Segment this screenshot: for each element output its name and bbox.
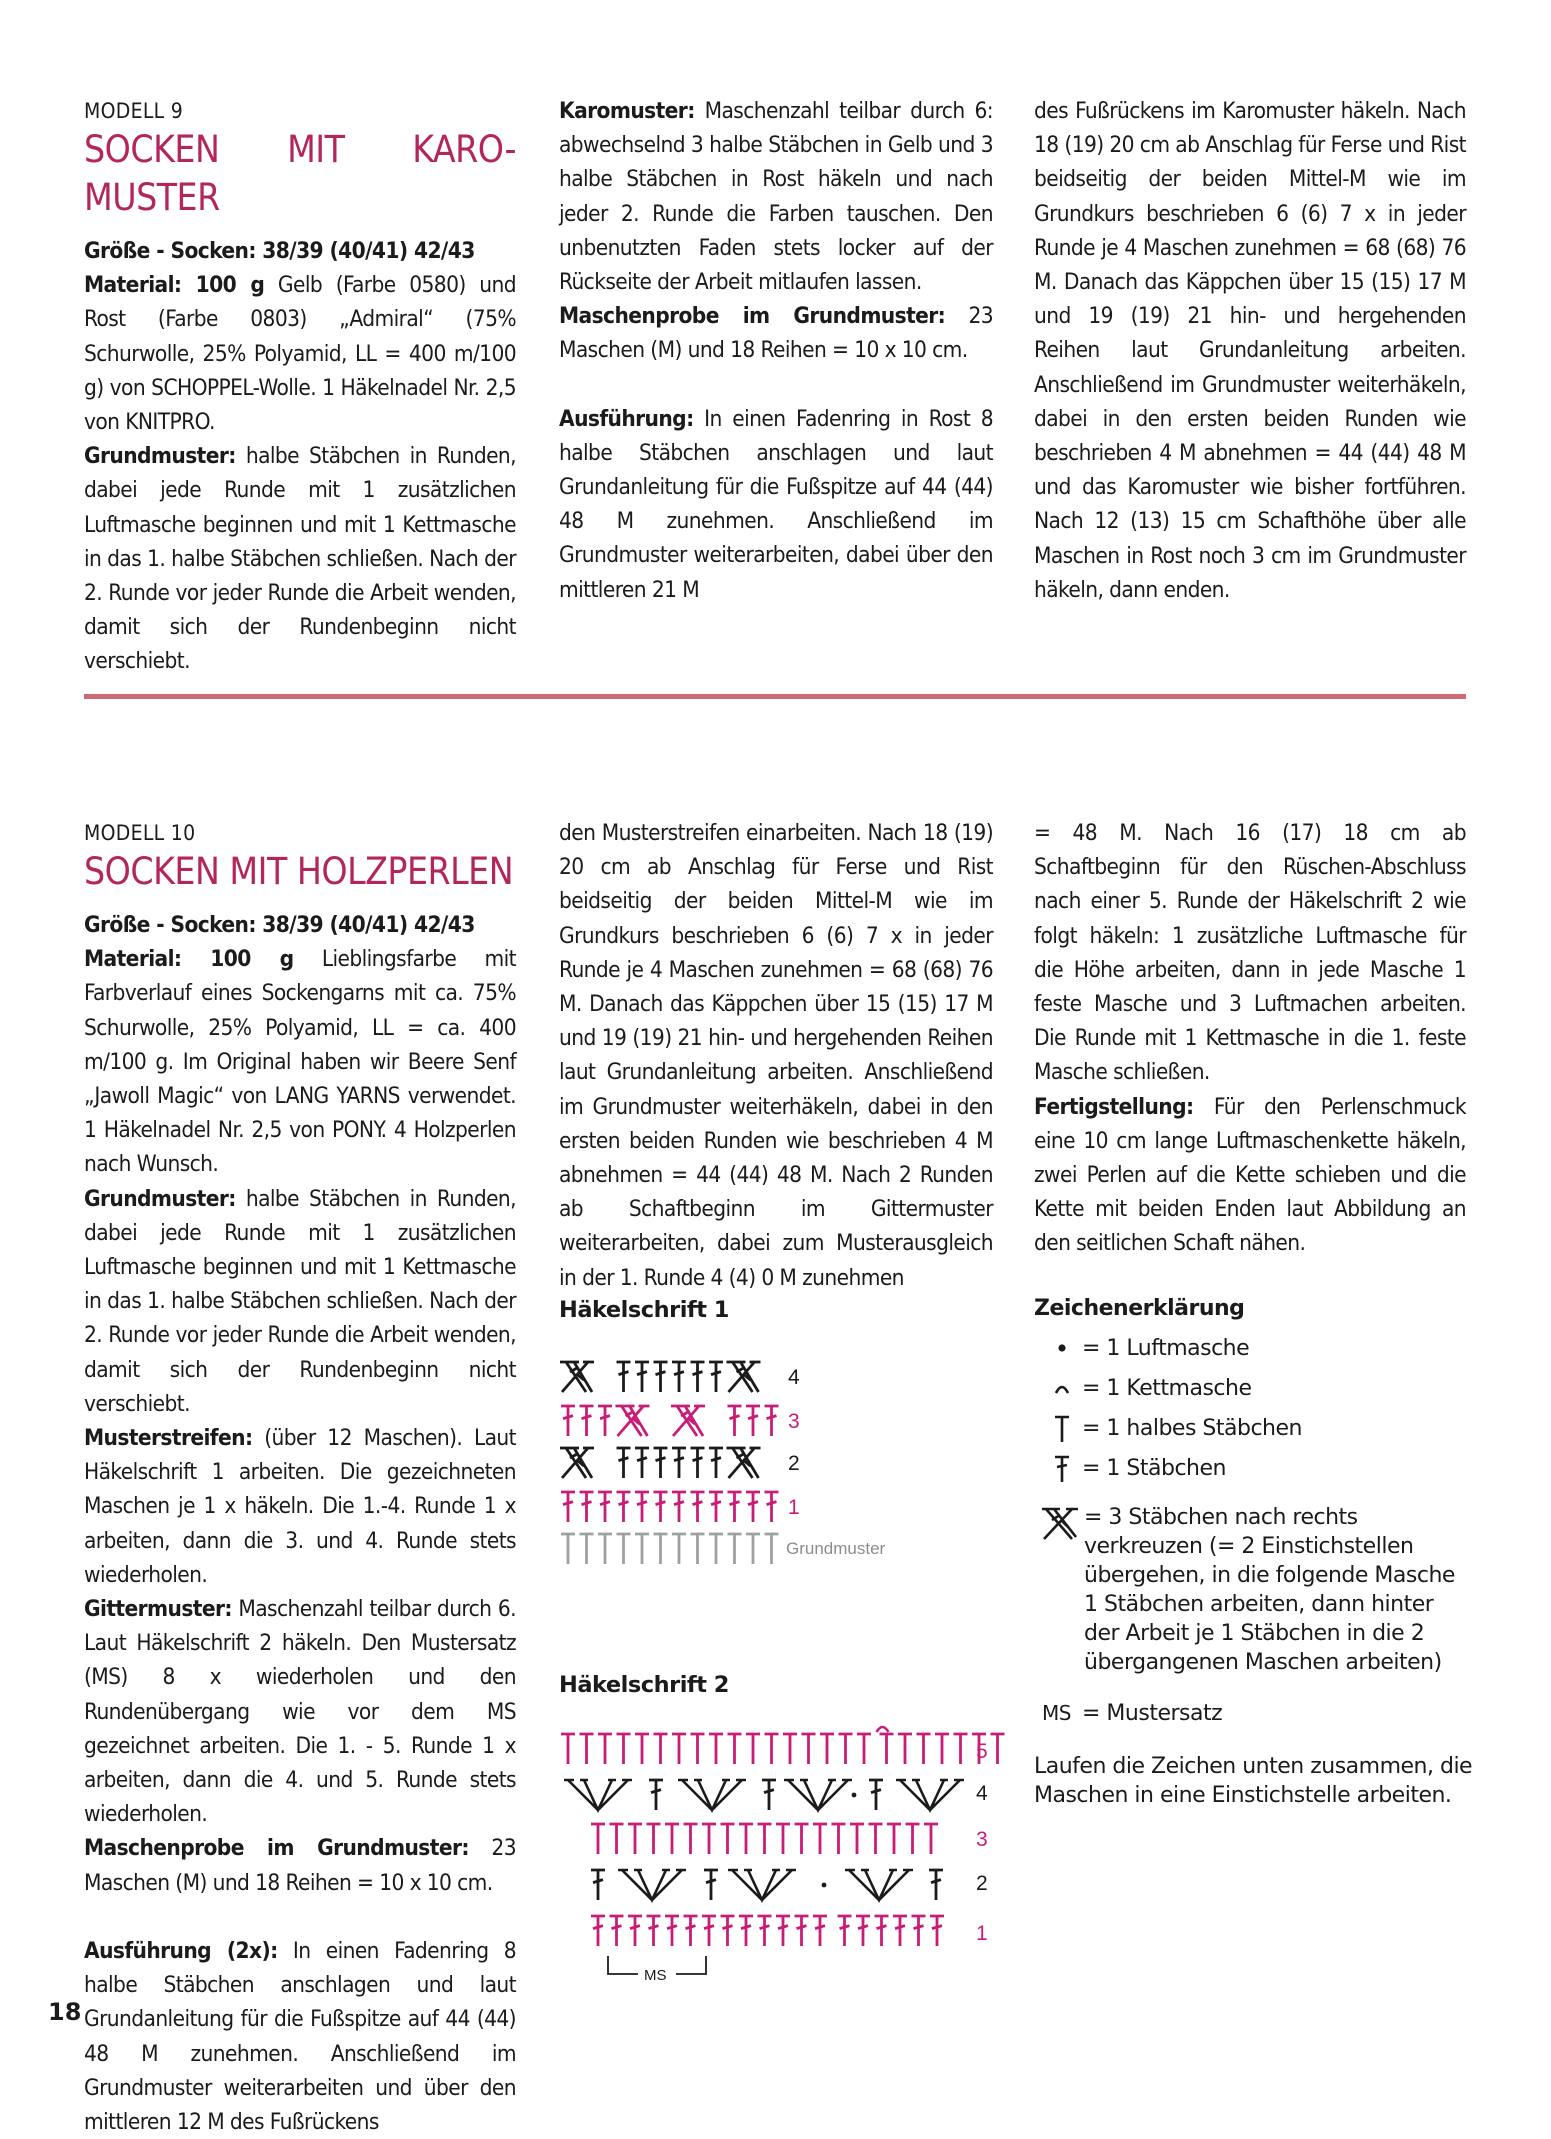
legend-text-halbes-staebchen: = 1 halbes Stäbchen <box>1082 1416 1302 1441</box>
legend-ms-abbr: MS <box>1042 1701 1071 1725</box>
modell10-fertig-label: Fertigstellung: <box>1034 1093 1194 1120</box>
chart2-diagram <box>556 1724 1006 1992</box>
chart2-chain <box>822 1883 827 1888</box>
chart2-stitch <box>758 1916 772 1946</box>
chart1-stitch <box>598 1406 612 1436</box>
legend-item-staebchen <box>1034 1451 1474 1491</box>
chart1-row-label: 1 <box>788 1496 800 1519</box>
chart1-stitch <box>709 1362 723 1392</box>
chart2-row-5 <box>561 1727 1005 1764</box>
chart2-fan <box>678 1780 746 1810</box>
modell10-fertigstellung <box>1034 1090 1466 1261</box>
chart2-stitch <box>739 1824 753 1854</box>
modell10-material <box>84 942 516 1181</box>
chart2-stitch <box>591 1824 605 1854</box>
modell10-probe-label: Maschenprobe im Grundmuster: <box>84 1835 469 1862</box>
chart2-stitch <box>702 1916 716 1946</box>
modell10-col2-text: den Musterstreifen einarbeiten. Nach 18 (19) 20 cm ab Anschlag für Ferse und Rist beidseitig der beiden Mittel-M wie im Grundkurs beschrieben 6 (6) 7 x in jeder Runde je 4 Maschen zunehmen = 68 (68) 76 M. Danach das Käppchen über 15 (15) 17 M und 19 (19) 21 hin- und hergehenden Reihen laut Grundanleitung arbeiten. Anschließend im Grundmuster weiterhäkeln, dabei in den ersten beiden Runden wie beschrieben 4 M abnehmen = 44 (44) 48 M. Nach 2 Runden ab Schaftbeginn im Gittermuster weiterarbeiten, dabei zum Musterausgleich in der 1. Runde 4 (4) 0 M zunehmen <box>559 820 993 1291</box>
chart2-stitch <box>875 1916 889 1946</box>
chart1-stitch <box>746 1534 760 1564</box>
modell10-ausf-text: In einen Fadenring 8 halbe Stäbchen anschlagen und laut Grundanleitung für die Fußspitze auf 44 (44) 48 M zunehmen. Anschließend im Grundmuster weiterarbeiten und über den mittleren 12 M des Fußrückens <box>84 1937 516 2135</box>
modell9-grund-label: Grundmuster: <box>84 443 236 470</box>
luftmasche-icon <box>1046 1331 1078 1365</box>
modell10-gitter-text: Maschenzahl teilbar durch 6. Laut Häkelschrift 2 häkeln. Den Mustersatz (MS) 8 x wiederholen und den Rundenübergang wie vor dem MS gezeichnet arbeiten. Die 1. - 5. Runde 1 x arbeiten, dann die 4. und 5. Runde stets wiederholen. <box>84 1596 516 1828</box>
legend-text-kettmasche: = 1 Kettmasche <box>1082 1376 1252 1401</box>
chart1-stitch <box>709 1448 723 1478</box>
kettmasche-icon <box>1046 1371 1078 1405</box>
modell10-column-3 <box>1034 816 1466 1261</box>
modell10-grund-label: Grundmuster: <box>84 1185 236 1212</box>
chart1-stitch <box>654 1492 668 1522</box>
chart2-stitch <box>802 1734 816 1764</box>
modell10-streifen-label: Musterstreifen: <box>84 1425 253 1452</box>
chart2-stitch <box>704 1870 718 1900</box>
chart2-stitch <box>665 1824 679 1854</box>
modell10-col3-text: = 48 M. Nach 16 (17) 18 cm ab Schaftbeginn für den Rüschen-Abschluss nach einer 5. Runde der Häkelschrift 2 wie folgt häkeln: 1 zusätzliche Luftmasche für die Höhe arbeiten, dann in jede Masche 1 feste Masche und 3 Luftmachen arbeiten. Die Runde mit 1 Kettmasche in die 1. feste Masche schließen. <box>1034 820 1466 1086</box>
chart1-stitch <box>580 1406 594 1436</box>
chart2-stitch <box>935 1734 949 1764</box>
chart2-stitch <box>924 1824 938 1854</box>
chart1-stitch <box>691 1492 705 1522</box>
chart1-stitch <box>654 1362 668 1392</box>
legend-text-luftmasche: = 1 Luftmasche <box>1082 1336 1250 1361</box>
chart2-stitch <box>591 1870 605 1900</box>
chart2-stitch <box>776 1824 790 1854</box>
modell9-title: SOCKEN MIT KARO-MUSTER <box>84 128 516 219</box>
chart2-row-3 <box>591 1824 988 1854</box>
chart2-stitch <box>647 1824 661 1854</box>
modell10-musterstreifen <box>84 1421 516 1592</box>
chart2-stitch <box>887 1824 901 1854</box>
modell9-ausfuehrung <box>559 402 993 607</box>
chart2-stitch <box>832 1824 846 1854</box>
chart2-row-1 <box>591 1916 988 1946</box>
chart1-stitch <box>635 1534 649 1564</box>
chart2-stitch <box>709 1734 723 1764</box>
chart2-stitch <box>765 1734 779 1764</box>
modell10-label: MODELL 10 <box>84 821 196 845</box>
chart1-stitch <box>672 1362 686 1392</box>
legend-text-ms: = Mustersatz <box>1082 1701 1223 1726</box>
legend-text-kreuz: = 3 Stäbchen nach rechts verkreuzen (= 2 Einstichstellen übergehen, in die folgende Masche 1 Stäbchen arbeiten, dann hinter der Arbeit je 1 Stäbchen in die 2 übergangenen Maschen arbeiten) <box>1084 1505 1455 1675</box>
chart2-stitch <box>839 1734 853 1764</box>
chart2-stitch <box>776 1916 790 1946</box>
modell9-label: MODELL 9 <box>84 99 184 123</box>
modell10-probe-text: 23 Maschen (M) und 18 Reihen = 10 x 10 cm. <box>84 1835 516 1896</box>
chart2-stitch <box>917 1734 931 1764</box>
chart1-cross <box>727 1362 761 1392</box>
chart1-stitch <box>617 1492 631 1522</box>
chart1-stitch <box>672 1492 686 1522</box>
chart2-stitch <box>893 1916 907 1946</box>
chart1-stitch <box>598 1492 612 1522</box>
chart1-stitch <box>709 1492 723 1522</box>
chart1-stitch <box>728 1492 742 1522</box>
modell9-probe-text: 23 Maschen (M) und 18 Reihen = 10 x 10 cm. <box>559 303 993 364</box>
chart1-stitch <box>672 1448 686 1478</box>
chart2-stitch <box>795 1916 809 1946</box>
chart1-stitch <box>635 1362 649 1392</box>
chart2-stitch <box>610 1824 624 1854</box>
chart1-stitch <box>654 1534 668 1564</box>
chart2-stitch <box>721 1824 735 1854</box>
chart1-row-label: 3 <box>788 1410 800 1433</box>
modell10-title: SOCKEN MIT HOLZPERLEN <box>84 850 514 893</box>
legend-item-luftmasche <box>1034 1331 1474 1371</box>
modell10-size-label: Größe - Socken: 38/39 (40/41) 42/43 <box>84 912 475 938</box>
chart1-stitch <box>561 1534 575 1564</box>
modell10-gitter-label: Gittermuster: <box>84 1596 232 1623</box>
chart2-ms-label: MS <box>644 1967 667 1984</box>
chart1-row-1 <box>560 1362 800 1392</box>
modell10-ausf-label: Ausführung (2x): <box>84 1937 278 1964</box>
chart1-cross <box>560 1448 594 1478</box>
modell10-gittermuster <box>84 1592 516 1831</box>
chart2-stitch <box>649 1780 663 1810</box>
chart2-stitch <box>580 1734 594 1764</box>
chart2-fan <box>618 1870 686 1900</box>
modell9-grund-text: halbe Stäbchen in Runden, dabei jede Runde mit 1 zusätzlichen Luftmasche beginnen und mit 1 Kettmasche in das 1. halbe Stäbchen schließen. Nach der 2. Runde vor jeder Runde die Arbeit wenden, damit sich der Rundenbeginn nicht verschiebt. <box>84 443 516 675</box>
chart2-stitch <box>898 1734 912 1764</box>
chart1-stitch <box>746 1406 760 1436</box>
chart2-stitch <box>869 1824 883 1854</box>
modell9-material-text: Gelb (Farbe 0580) und Rost (Farbe 0803) „Admiral“ (75% Schurwolle, 25% Polyamid, LL = 400 m/100 g) von SCHOPPEL-Wolle. 1 Häkelnadel Nr. 2,5 von KNITPRO. <box>84 272 516 436</box>
chart1-stitch <box>765 1492 779 1522</box>
chart1-diagram <box>556 1348 936 1588</box>
chart2-stitch <box>672 1734 686 1764</box>
chart2-stitch <box>930 1916 944 1946</box>
chart2-stitch <box>813 1824 827 1854</box>
chart1-stitch <box>746 1492 760 1522</box>
chart2-stitch <box>684 1824 698 1854</box>
chart1-stitch <box>765 1534 779 1564</box>
modell9-column-3 <box>1034 94 1466 607</box>
modell10-column-2 <box>559 816 993 1295</box>
chart2-stitch <box>795 1824 809 1854</box>
staebchen-icon <box>1046 1451 1078 1485</box>
chart1-cross <box>616 1406 650 1436</box>
chart1-cross <box>671 1406 705 1436</box>
chart2-stitch <box>617 1734 631 1764</box>
chart2-fan <box>896 1780 964 1810</box>
legend-item-kettmasche <box>1034 1371 1474 1411</box>
modell10-column-1 <box>84 818 516 2139</box>
chart1-row-4 <box>561 1492 800 1522</box>
chart2-fan <box>564 1780 632 1810</box>
chart1-base-label: Grundmuster <box>786 1539 886 1558</box>
chart1-stitch <box>617 1448 631 1478</box>
legend-item-halbes-staebchen <box>1034 1411 1474 1451</box>
modell9-grundmuster <box>84 439 516 678</box>
chart1-stitch <box>617 1362 631 1392</box>
modell9-karo-text: Maschenzahl teilbar durch 6: abwechselnd 3 halbe Stäbchen in Gelb und 3 halbe Stäbchen in Rost häkeln und nach jeder 2. Runde die Farben tauschen. Den unbenutzten Faden stets locker auf der Rückseite der Arbeit mitlaufen lassen. <box>559 98 993 296</box>
chart1-stitch <box>561 1492 575 1522</box>
chart1-stitch <box>691 1362 705 1392</box>
chart2-row-label: 2 <box>976 1872 988 1895</box>
modell9-col3-text: des Fußrückens im Karomuster häkeln. Nach 18 (19) 20 cm ab Anschlag für Ferse und Rist beidseitig der beiden Mittel-M wie im Grundkurs beschrieben 6 (6) 7 x in jeder Runde je 4 Maschen zunehmen = 68 (68) 76 M. Danach das Käppchen über 15 (15) 17 M und 19 (19) 21 hin- und hergehenden Reihen laut Grundanleitung arbeiten. Anschließend im Grundmuster weiterhäkeln, dabei in den ersten beiden Runden wie beschrieben 4 M abnehmen = 44 (44) 48 M und das Karomuster wie bisher fortführen. Nach 12 (13) 15 cm Schafthöhe über alle Maschen in Rost noch 3 cm im Grundmuster häkeln, dann enden. <box>1034 98 1466 603</box>
chart2-stitch <box>762 1780 776 1810</box>
chart2-stitch <box>665 1916 679 1946</box>
chart2-stitch <box>635 1734 649 1764</box>
legend-item-ms <box>1034 1699 1474 1728</box>
chart2-stitch <box>654 1734 668 1764</box>
modell9-karo-label: Karomuster: <box>559 98 695 124</box>
chart2-stitch <box>929 1870 943 1900</box>
chart2-stitch <box>728 1734 742 1764</box>
chart2-fan <box>728 1870 796 1900</box>
modell10-grundmuster <box>84 1182 516 1421</box>
legend <box>1034 1294 1474 1810</box>
chart1-cross <box>560 1362 594 1392</box>
chart2-stitch <box>857 1734 871 1764</box>
modell10-material-label: Material: 100 g <box>84 946 294 973</box>
chart1-stitch <box>580 1534 594 1564</box>
modell9-ausf-label: Ausführung: <box>559 405 694 432</box>
modell10-size <box>84 908 516 942</box>
chart2-stitch <box>746 1734 760 1764</box>
modell10-ausfuehrung <box>84 1934 516 2139</box>
chart1-stitch <box>561 1406 575 1436</box>
modell9-size-label: Größe - Socken: 38/39 (40/41) 42/43 <box>84 238 475 264</box>
chart2-stitch <box>856 1916 870 1946</box>
modell10-grund-text: halbe Stäbchen in Runden, dabei jede Runde mit 1 zusätzlichen Luftmasche beginnen und mit 1 Kettmasche in das 1. halbe Stäbchen schließen. Nach der 2. Runde vor jeder Runde die Arbeit wenden, damit sich der Rundenbeginn nicht verschiebt. <box>84 1185 516 1417</box>
chart2-stitch <box>610 1916 624 1946</box>
chart1-stitch <box>654 1448 668 1478</box>
chart2-stitch <box>783 1734 797 1764</box>
chart1-cross <box>727 1448 761 1478</box>
modell9-size <box>84 234 516 268</box>
chart2-slip <box>877 1727 889 1732</box>
chart2-stitch <box>906 1824 920 1854</box>
chart2-ms-bracket <box>608 1956 706 1984</box>
chart1-stitch <box>672 1534 686 1564</box>
chart2-stitch <box>561 1734 575 1764</box>
chart2-fan <box>845 1870 913 1900</box>
chart1-stitch <box>691 1448 705 1478</box>
chart2-stitch <box>691 1734 705 1764</box>
legend-title: Zeichenerklärung <box>1034 1296 1245 1321</box>
chart2-stitch <box>954 1734 968 1764</box>
chart2-stitch <box>628 1916 642 1946</box>
chart1-stitch <box>580 1492 594 1522</box>
chart2-row-label: 3 <box>976 1828 988 1851</box>
chart2-row-2 <box>591 1870 988 1900</box>
modell9-column-2 <box>559 94 993 607</box>
chart2-stitch <box>591 1916 605 1946</box>
chart2-title: Häkelschrift 2 <box>559 1672 729 1698</box>
modell9-material <box>84 268 516 439</box>
chart2-stitch <box>813 1916 827 1946</box>
chart1-stitch <box>691 1534 705 1564</box>
chart2-stitch <box>758 1824 772 1854</box>
chart1-row-2 <box>561 1406 800 1436</box>
chart1-row-5 <box>561 1534 886 1564</box>
chart2-stitch <box>684 1916 698 1946</box>
chart1-stitch <box>765 1406 779 1436</box>
chart2-stitch <box>820 1734 834 1764</box>
modell9-column-1 <box>84 96 516 679</box>
modell10-material-text: Lieblingsfarbe mit Farbverlauf eines Sockengarns mit ca. 75% Schurwolle, 25% Polyamid, LL = ca. 400 m/100 g. Im Original haben wir Beere Senf „Jawoll Magic“ von LANG YARNS verwendet. 1 Häkelnadel Nr. 2,5 von PONY. 4 Holzperlen nach Wunsch. <box>84 946 517 1178</box>
chart2-stitch <box>912 1916 926 1946</box>
chart1-row-3 <box>560 1448 800 1478</box>
chart1-title: Häkelschrift 1 <box>559 1297 729 1323</box>
modell9-ausf-text: In einen Fadenring in Rost 8 halbe Stäbchen anschlagen und laut Grundanleitung für die Fußspitze auf 44 (44) 48 M zunehmen. Anschließend im Grundmuster weiterarbeiten, dabei über den mittleren 21 M <box>559 405 993 603</box>
modell9-maschenprobe <box>559 299 993 367</box>
chart1-stitch <box>617 1534 631 1564</box>
section-divider <box>84 694 1466 699</box>
legend-text-staebchen: = 1 Stäbchen <box>1082 1456 1226 1481</box>
chart2-row-label: 1 <box>976 1922 988 1945</box>
chart2-fan <box>784 1780 852 1810</box>
chart1-stitch <box>635 1492 649 1522</box>
chart2-chain <box>852 1793 857 1798</box>
modell10-maschenprobe <box>84 1831 516 1899</box>
chart1-row-label: 2 <box>788 1452 800 1475</box>
chart2-stitch <box>702 1824 716 1854</box>
chart2-stitch <box>869 1780 883 1810</box>
chart2-stitch <box>628 1824 642 1854</box>
legend-item-kreuz <box>1034 1503 1474 1677</box>
chart1-stitch <box>728 1406 742 1436</box>
chart2-stitch <box>647 1916 661 1946</box>
chart1-row-label: 4 <box>788 1366 800 1389</box>
chart1-stitch <box>709 1534 723 1564</box>
page-number: 18 <box>48 1998 82 2026</box>
modell9-probe-label: Maschenprobe im Grundmuster: <box>559 303 946 330</box>
chart2-row-label: 4 <box>976 1782 988 1805</box>
legend-note: Laufen die Zeichen unten zusammen, die Maschen in eine Einstichstelle arbeiten. <box>1034 1754 1473 1808</box>
modell9-karomuster <box>559 94 993 299</box>
modell9-material-label: Material: 100 g <box>84 272 265 299</box>
chart2-row-4 <box>564 1780 988 1810</box>
chart2-stitch <box>739 1916 753 1946</box>
chart2-stitch <box>598 1734 612 1764</box>
chart1-stitch <box>635 1448 649 1478</box>
chart2-stitch <box>838 1916 852 1946</box>
chart2-stitch <box>991 1734 1005 1764</box>
halbes-staebchen-icon <box>1046 1411 1078 1445</box>
modell10-fertig-text: Für den Perlenschmuck eine 10 cm lange Luftmaschenkette häkeln, zwei Perlen auf die Kette schieben und die Kette mit beiden Enden laut Abbildung an den seitlichen Schaft nähen. <box>1034 1093 1466 1257</box>
chart1-stitch <box>728 1534 742 1564</box>
chart2-stitch <box>721 1916 735 1946</box>
chart2-stitch <box>850 1824 864 1854</box>
chart1-stitch <box>598 1534 612 1564</box>
chart2-stitch <box>880 1734 894 1764</box>
modell10-streifen-text: (über 12 Maschen). Laut Häkelschrift 1 arbeiten. Die gezeichneten Maschen je 1 x häkeln. Die 1.-4. Runde 1 x arbeiten, dann die 3. und 4. Runde stets wiederholen. <box>84 1425 516 1588</box>
chart2-row-label: 5 <box>976 1740 988 1763</box>
